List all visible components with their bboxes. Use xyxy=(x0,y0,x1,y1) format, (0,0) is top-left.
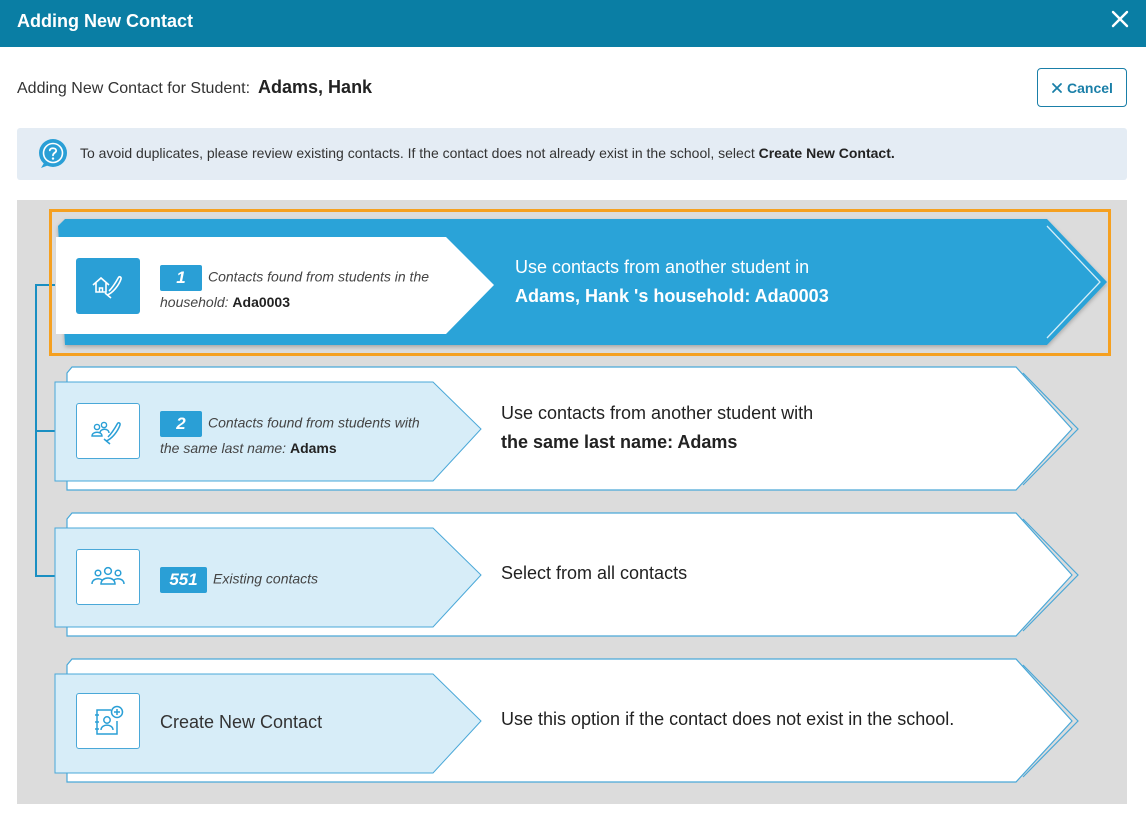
card-text: Contacts found from students in the household: xyxy=(160,268,430,310)
info-message-text: To avoid duplicates, please review existing contacts. If the contact does not already exist in the school, select xyxy=(80,145,759,161)
description-line1: Use contacts from another student with xyxy=(501,403,814,423)
info-message xyxy=(80,145,895,161)
card-bold: Adams xyxy=(289,440,337,456)
description-line1: Use contacts from another student in xyxy=(515,257,810,277)
info-message-bold: Create New Contact. xyxy=(758,145,895,161)
option-description xyxy=(501,399,813,457)
add-contact-icon xyxy=(90,704,126,738)
student-label: Adding New Contact for Student: xyxy=(17,80,251,97)
family-icon-box xyxy=(76,403,140,459)
student-name: Adams, Hank xyxy=(258,77,373,97)
help-icon xyxy=(37,138,69,170)
student-line xyxy=(17,77,372,98)
household-icon xyxy=(90,271,126,301)
card-text: Existing contacts xyxy=(213,570,319,587)
option-description xyxy=(501,705,954,734)
option-household-contacts[interactable] xyxy=(0,215,1146,355)
description-line2: Adams, Hank 's household: Ada0003 xyxy=(515,286,829,306)
dialog-title: Adding New Contact xyxy=(17,11,193,31)
count-badge: 1 xyxy=(160,265,202,291)
add-contact-icon-box xyxy=(76,693,140,749)
description-line2: the same last name: Adams xyxy=(501,432,738,452)
cancel-button[interactable] xyxy=(1037,68,1127,107)
create-contact-title: Create New Contact xyxy=(160,712,323,732)
count-badge: 551 xyxy=(160,567,207,593)
option-card-text xyxy=(160,265,450,313)
household-icon-box xyxy=(76,258,140,314)
description-line1: Select from all contacts xyxy=(501,563,688,583)
option-description xyxy=(515,253,829,311)
description-line1: Use this option if the contact does not exist in the school. xyxy=(501,709,955,729)
family-icon xyxy=(90,416,126,446)
cancel-label: Cancel xyxy=(1067,79,1113,96)
close-icon[interactable] xyxy=(1110,8,1130,30)
count-badge: 2 xyxy=(160,411,202,437)
option-card-text xyxy=(160,411,435,459)
dialog-titlebar xyxy=(0,0,1146,47)
option-all-contacts[interactable] xyxy=(0,509,1146,641)
option-card-text xyxy=(160,567,440,593)
card-text: Contacts found from students with the same last name: xyxy=(160,414,420,456)
group-icon-box xyxy=(76,549,140,605)
card-bold: Ada0003 xyxy=(232,294,290,310)
group-icon xyxy=(90,563,126,591)
option-create-new-contact[interactable] xyxy=(0,655,1146,787)
close-icon xyxy=(1051,82,1063,94)
option-same-last-name[interactable] xyxy=(0,363,1146,495)
option-description xyxy=(501,559,687,588)
info-banner xyxy=(17,128,1127,180)
